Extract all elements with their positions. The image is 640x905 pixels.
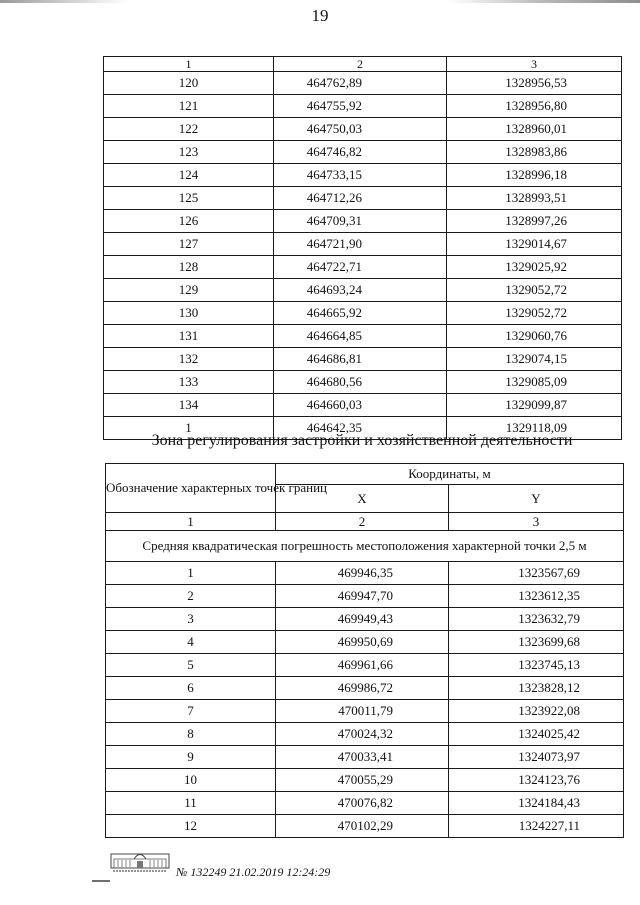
table-row xyxy=(106,562,624,585)
y-coordinate-cell: 1323632,79 xyxy=(449,608,624,631)
y-coordinate-cell: 1328996,18 xyxy=(447,164,622,187)
x-coordinate-cell: 464665,92 xyxy=(274,302,447,325)
y-coordinate-cell: 1323699,68 xyxy=(449,631,624,654)
table-row xyxy=(104,72,622,95)
table-row xyxy=(104,302,622,325)
x-coordinate-cell: 470011,79 xyxy=(276,700,449,723)
coordinates-table-continued xyxy=(103,56,622,440)
point-number-cell: 126 xyxy=(104,210,274,233)
x-coordinate-cell: 469961,66 xyxy=(276,654,449,677)
x-coordinate-cell: 469946,35 xyxy=(276,562,449,585)
table-row xyxy=(106,792,624,815)
zone-table-body xyxy=(106,464,624,838)
point-number-cell: 130 xyxy=(104,302,274,325)
x-coordinate-cell: 464733,15 xyxy=(274,164,447,187)
x-coordinate-cell: 464722,71 xyxy=(274,256,447,279)
coordinates-header: Координаты, м xyxy=(276,464,624,485)
column-number-3: 3 xyxy=(447,57,622,72)
table-row xyxy=(104,233,622,256)
y-coordinate-cell: 1323567,69 xyxy=(449,562,624,585)
table-row xyxy=(106,746,624,769)
x-coordinate-cell: 464680,56 xyxy=(274,371,447,394)
x-coordinate-cell: 464746,82 xyxy=(274,141,447,164)
y-coordinate-cell: 1329052,72 xyxy=(447,302,622,325)
x-coordinate-cell: 464712,26 xyxy=(274,187,447,210)
page-number: 19 xyxy=(311,6,329,25)
y-coordinate-cell: 1329014,67 xyxy=(447,233,622,256)
x-coordinate-cell: 470102,29 xyxy=(276,815,449,838)
table-row xyxy=(106,723,624,746)
registration-footer: № 132249 21.02.2019 12:24:29 xyxy=(176,865,331,879)
point-number-cell: 132 xyxy=(104,348,274,371)
y-coordinate-cell: 1324227,11 xyxy=(449,815,624,838)
y-coordinate-cell: 1323745,13 xyxy=(449,654,624,677)
table-row xyxy=(104,164,622,187)
column-number-row xyxy=(106,513,624,531)
point-number-cell: 127 xyxy=(104,233,274,256)
y-coordinate-cell: 1329074,15 xyxy=(447,348,622,371)
point-number-cell: 7 xyxy=(106,700,276,723)
table-row xyxy=(104,394,622,417)
point-number-cell: 11 xyxy=(106,792,276,815)
table-row xyxy=(106,769,624,792)
y-coordinate-cell: 1329118,09 xyxy=(447,417,622,440)
column-number-2: 2 xyxy=(276,513,449,531)
x-coordinate-cell: 464750,03 xyxy=(274,118,447,141)
x-coordinate-cell: 469950,69 xyxy=(276,631,449,654)
y-coordinate-cell: 1329052,72 xyxy=(447,279,622,302)
column-number-2: 2 xyxy=(274,57,447,72)
point-number-cell: 1 xyxy=(104,417,274,440)
x-coordinate-cell: 464721,90 xyxy=(274,233,447,256)
accuracy-note-row xyxy=(106,531,624,562)
table-row xyxy=(104,141,622,164)
y-coordinate-cell: 1324184,43 xyxy=(449,792,624,815)
point-number-cell: 122 xyxy=(104,118,274,141)
point-number-cell: 6 xyxy=(106,677,276,700)
x-coordinate-cell: 470076,82 xyxy=(276,792,449,815)
point-number-cell: 4 xyxy=(106,631,276,654)
x-coordinate-cell: 469986,72 xyxy=(276,677,449,700)
point-number-cell: 12 xyxy=(106,815,276,838)
point-number-cell: 1 xyxy=(106,562,276,585)
table-row xyxy=(106,585,624,608)
y-coordinate-cell: 1323612,35 xyxy=(449,585,624,608)
point-number-cell: 124 xyxy=(104,164,274,187)
table-row xyxy=(106,631,624,654)
y-coordinate-cell: 1329085,09 xyxy=(447,371,622,394)
column-number-3: 3 xyxy=(449,513,624,531)
y-coordinate-cell: 1324123,76 xyxy=(449,769,624,792)
x-coordinate-cell: 464709,31 xyxy=(274,210,447,233)
point-number-cell: 5 xyxy=(106,654,276,677)
building-stamp-icon xyxy=(110,848,170,872)
y-coordinate-cell: 1329099,87 xyxy=(447,394,622,417)
point-number-cell: 121 xyxy=(104,95,274,118)
table-row xyxy=(104,95,622,118)
point-number-cell: 123 xyxy=(104,141,274,164)
scan-edge-artifact xyxy=(0,0,640,3)
table-row xyxy=(104,348,622,371)
y-coordinate-cell: 1324073,97 xyxy=(449,746,624,769)
point-number-cell: 133 xyxy=(104,371,274,394)
point-number-cell: 8 xyxy=(106,723,276,746)
y-coordinate-cell: 1328997,26 xyxy=(447,210,622,233)
point-designation-header xyxy=(106,464,328,513)
x-coordinate-cell: 464664,85 xyxy=(274,325,447,348)
x-coordinate-cell: 464660,03 xyxy=(274,394,447,417)
point-number-cell: 2 xyxy=(106,585,276,608)
point-designation-header-text: Обозначение характерных точек границ xyxy=(106,480,328,495)
y-coordinate-cell: 1329060,76 xyxy=(447,325,622,348)
column-number-1: 1 xyxy=(104,57,274,72)
x-column-header: X xyxy=(276,485,449,513)
table-row xyxy=(106,677,624,700)
point-number-cell: 10 xyxy=(106,769,276,792)
table-header-row xyxy=(104,57,622,72)
table-row xyxy=(104,279,622,302)
point-number-cell: 9 xyxy=(106,746,276,769)
x-coordinate-cell: 464762,89 xyxy=(274,72,447,95)
point-number-cell: 129 xyxy=(104,279,274,302)
y-coordinate-cell: 1328956,53 xyxy=(447,72,622,95)
x-coordinate-cell: 464693,24 xyxy=(274,279,447,302)
table-row xyxy=(106,815,624,838)
point-number-cell: 131 xyxy=(104,325,274,348)
point-number-cell: 120 xyxy=(104,72,274,95)
x-coordinate-cell: 469949,43 xyxy=(276,608,449,631)
table-row xyxy=(104,371,622,394)
y-coordinate-cell: 1323828,12 xyxy=(449,677,624,700)
table-row xyxy=(104,325,622,348)
point-number-cell: 128 xyxy=(104,256,274,279)
y-coordinate-cell: 1324025,42 xyxy=(449,723,624,746)
y-coordinate-cell: 1328956,80 xyxy=(447,95,622,118)
zone-title: Зона регулирования застройки и хозяйственной деятельности xyxy=(151,432,573,449)
y-coordinate-cell: 1323922,08 xyxy=(449,700,624,723)
x-coordinate-cell: 464686,81 xyxy=(274,348,447,371)
coordinates-table-body xyxy=(104,57,622,440)
table-row xyxy=(104,210,622,233)
column-number-1: 1 xyxy=(106,513,276,531)
table-row xyxy=(106,608,624,631)
accuracy-note: Средняя квадратическая погрешность местоположения характерной точки 2,5 м xyxy=(106,531,624,562)
x-coordinate-cell: 464642,35 xyxy=(274,417,447,440)
table-row xyxy=(106,700,624,723)
x-coordinate-cell: 470033,41 xyxy=(276,746,449,769)
table-row xyxy=(106,654,624,677)
y-column-header: Y xyxy=(449,485,624,513)
point-number-cell: 125 xyxy=(104,187,274,210)
table-header-row xyxy=(106,464,624,485)
y-coordinate-cell: 1328993,51 xyxy=(447,187,622,210)
x-coordinate-cell: 464755,92 xyxy=(274,95,447,118)
point-number-cell: 3 xyxy=(106,608,276,631)
x-coordinate-cell: 469947,70 xyxy=(276,585,449,608)
table-row xyxy=(104,187,622,210)
margin-mark xyxy=(92,880,110,882)
zone-coordinates-table xyxy=(105,463,624,838)
table-row xyxy=(104,256,622,279)
y-coordinate-cell: 1328983,86 xyxy=(447,141,622,164)
x-coordinate-cell: 470055,29 xyxy=(276,769,449,792)
x-coordinate-cell: 470024,32 xyxy=(276,723,449,746)
table-row xyxy=(104,118,622,141)
y-coordinate-cell: 1328960,01 xyxy=(447,118,622,141)
y-coordinate-cell: 1329025,92 xyxy=(447,256,622,279)
point-number-cell: 134 xyxy=(104,394,274,417)
